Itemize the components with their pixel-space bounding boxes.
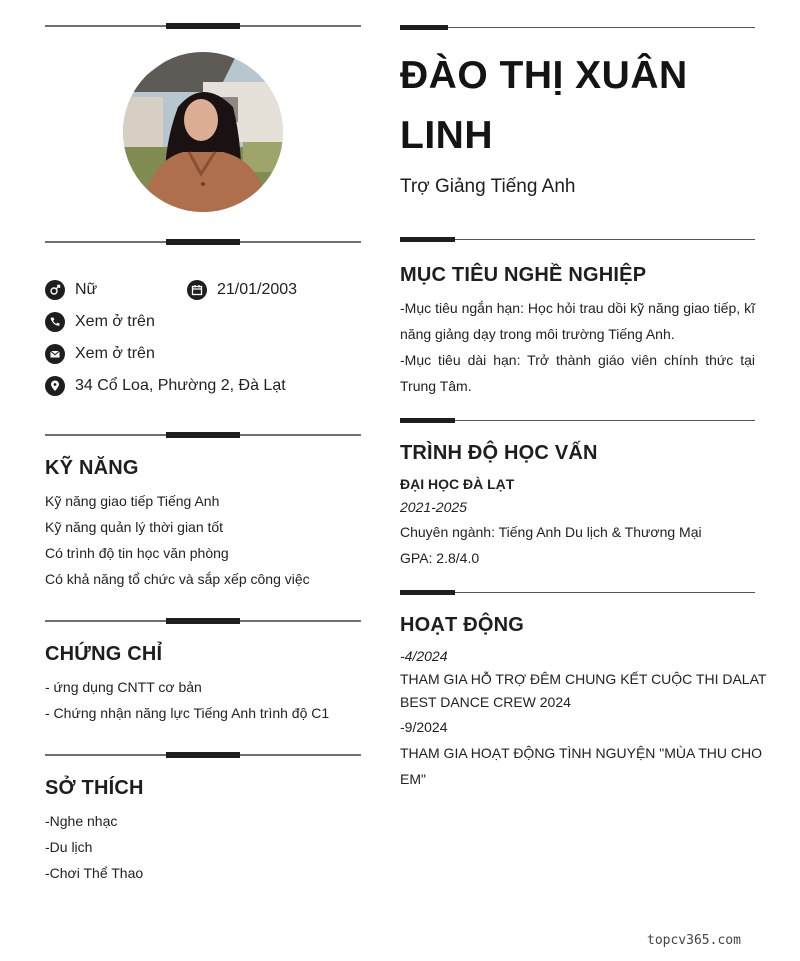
phone-icon: [45, 312, 65, 332]
phone-text: Xem ở trên: [75, 313, 155, 330]
list-item: -Du lịch: [45, 839, 93, 855]
hobbies-list: [45, 808, 143, 886]
gender-row: [45, 279, 97, 301]
list-item: -Nghe nhạc: [45, 813, 118, 829]
section-divider: [45, 237, 361, 247]
skills-list: [45, 488, 310, 592]
education-period: 2021-2025: [400, 499, 467, 515]
objective-title: MỤC TIÊU NGHỀ NGHIỆP: [400, 264, 647, 286]
gender-icon: [45, 280, 65, 300]
list-item: Kỹ năng giao tiếp Tiếng Anh: [45, 493, 220, 509]
section-divider: [400, 24, 755, 32]
section-divider: [45, 430, 361, 440]
avatar: [123, 52, 283, 212]
activity-description: EM": [400, 771, 426, 787]
gender-text: Nữ: [75, 281, 98, 298]
activity-date: -9/2024: [400, 719, 448, 735]
dob-row: [187, 279, 297, 301]
certificates-list: [45, 674, 329, 726]
location-pin-icon: [45, 376, 65, 396]
activity-description: BEST DANCE CREW 2024: [400, 694, 571, 710]
phone-row: [45, 311, 155, 333]
education-gpa: GPA: 2.8/4.0: [400, 550, 480, 566]
address-row: [45, 375, 286, 397]
list-item: Có khả năng tổ chức và sắp xếp công việc: [45, 571, 310, 587]
hobbies-title: SỞ THÍCH: [45, 777, 144, 799]
name-line-2: LINH: [400, 114, 493, 157]
list-item: Kỹ năng quản lý thời gian tốt: [45, 519, 224, 535]
name-line-1: ĐÀO THỊ XUÂN: [400, 54, 688, 97]
list-item: Có trình độ tin học văn phòng: [45, 545, 229, 561]
email-text: Xem ở trên: [75, 345, 155, 362]
calendar-icon: [187, 280, 207, 300]
certificates-title: CHỨNG CHỈ: [45, 643, 163, 665]
skills-title: KỸ NĂNG: [45, 457, 139, 479]
list-item: - Chứng nhận năng lực Tiếng Anh trình độ C1: [45, 705, 330, 721]
job-title: Trợ Giảng Tiếng Anh: [400, 176, 576, 197]
school-name: ĐẠI HỌC ĐÀ LẠT: [400, 476, 515, 492]
email-row: [45, 343, 155, 365]
list-item: - ứng dụng CNTT cơ bản: [45, 679, 202, 695]
section-divider: [400, 417, 755, 425]
envelope-icon: [45, 344, 65, 364]
section-divider: [45, 750, 361, 760]
watermark-text: topcv365.com: [647, 933, 741, 948]
section-divider: [400, 589, 755, 597]
candidate-name: [400, 46, 755, 166]
education-title: TRÌNH ĐỘ HỌC VẤN: [400, 442, 598, 464]
activity-description: THAM GIA HỖ TRỢ ĐÊM CHUNG KẾT CUỘC THI DALAT: [400, 671, 767, 687]
section-divider: [45, 21, 361, 31]
education-major: Chuyên ngành: Tiếng Anh Du lịch & Thương Mại: [400, 524, 702, 540]
list-item: -Chơi Thể Thao: [45, 865, 144, 881]
section-divider: [400, 236, 755, 244]
section-divider: [45, 616, 361, 626]
activities-title: HOẠT ĐỘNG: [400, 614, 525, 636]
activity-description: THAM GIA HOẠT ĐỘNG TÌNH NGUYỆN "MÙA THU CHO: [400, 745, 763, 761]
activity-date: -4/2024: [400, 648, 448, 664]
objective-short-term: -Mục tiêu ngắn hạn: Học hỏi trau dồi kỹ năng giao tiếp, kĩ năng giảng dạy trong môi trường Tiếng Anh.: [400, 300, 755, 342]
address-text: 34 Cổ Loa, Phường 2, Đà Lạt: [75, 377, 286, 394]
objective-long-term: -Mục tiêu dài hạn: Trở thành giáo viên chính thức tại Trung Tâm.: [400, 352, 755, 394]
dob-text: 21/01/2003: [217, 281, 298, 298]
